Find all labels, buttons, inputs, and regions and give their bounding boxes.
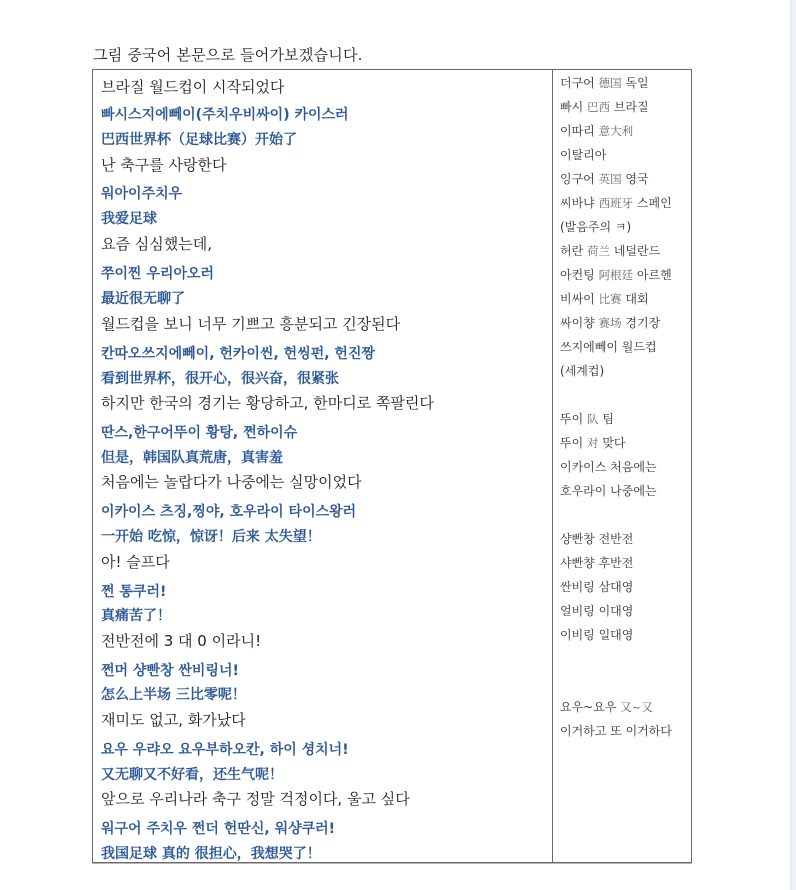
vocab-meaning: 영국: [621, 172, 649, 186]
vocab-item: [560, 434, 626, 451]
pronunciation-or-chinese-line: 이카이스 츠징,찡야, 호우라이 타이스왕러: [101, 504, 357, 520]
korean-sentence-line: 난 축구를 사랑한다: [101, 156, 227, 174]
pronunciation-or-chinese-line: 빠시스지에뻬이(주치우비싸이) 카이스러: [101, 107, 349, 123]
pronunciation-or-chinese-line: 워구어 주치우 쩐더 헌딴신, 워샹쿠러!: [101, 821, 336, 837]
vocab-pronunciation: 쓰지에뻬이 월드컵: [560, 340, 657, 354]
vocab-pronunciation: 허란: [560, 244, 587, 258]
lesson-table: [92, 69, 692, 863]
korean-sentence-line: 앞으로 우리나라 축구 정말 걱정이다, 울고 싶다: [101, 790, 410, 808]
vocab-chinese: 德国: [598, 76, 622, 90]
vocab-meaning: 경기장: [621, 316, 661, 330]
vocab-chinese: 巴西: [587, 100, 610, 114]
pronunciation-or-chinese-line: 一开始 吃惊，惊讶！后来 太失望！: [101, 529, 321, 545]
vocab-pronunciation: 이비링 일대영: [560, 628, 634, 642]
vocab-chinese: 阿根廷: [598, 268, 634, 282]
pronunciation-or-chinese-line: 我国足球 真的 很担心，我想哭了！: [101, 846, 321, 862]
vocab-item: [560, 626, 633, 643]
vocab-pronunciation: 잉구어: [560, 172, 599, 186]
vocab-chinese: 西班牙: [598, 196, 634, 210]
korean-sentence-line: 월드컵을 보니 너무 기쁘고 흥분되고 긴장된다: [101, 315, 401, 333]
vocab-pronunciation: 요우~요우: [560, 700, 621, 714]
vocab-item: [560, 482, 657, 499]
pronunciation-or-chinese-line: 쩐머 샹빤창 싼비링너!: [101, 663, 239, 679]
vocab-pronunciation: 이탈리아: [560, 148, 607, 162]
vocab-meaning: 맞다: [598, 436, 626, 450]
vocab-pronunciation: 비싸이: [560, 292, 599, 306]
vocab-item: [560, 122, 633, 139]
vocab-item: [560, 170, 649, 187]
korean-sentence-line: 브라질 월드컵이 시작되었다: [101, 78, 285, 96]
korean-sentence-line: 하지만 한국의 경기는 황당하고, 한마디로 쪽팔린다: [101, 394, 434, 412]
vocab-pronunciation: 얼비링 이대영: [560, 604, 634, 618]
vocab-item: [560, 314, 660, 331]
vocab-item: [560, 98, 649, 115]
pronunciation-or-chinese-line: 요우 우랴오 요우부하오칸, 하이 셩치너!: [101, 742, 349, 758]
pronunciation-or-chinese-line: 워아이주치우: [101, 186, 183, 202]
vocab-meaning: 독일: [621, 76, 649, 90]
vocab-item: [560, 458, 657, 475]
vocab-item: [560, 362, 604, 379]
vocab-pronunciation: 싸이챵: [560, 316, 599, 330]
vocab-item: [560, 722, 672, 739]
vocab-meaning: 스페인: [633, 196, 672, 210]
vocab-pronunciation: 더구어: [560, 76, 599, 90]
vocab-item: [560, 530, 633, 547]
vocab-chinese: 对: [587, 436, 599, 450]
pronunciation-or-chinese-line: 쩐 통쿠러!: [101, 584, 167, 600]
vocab-pronunciation: (발음주의 ㅋ): [560, 220, 632, 234]
vocab-chinese: 荷兰: [587, 244, 610, 258]
vocab-item: [560, 554, 633, 571]
korean-sentence-line: 전반전에 3 대 0 이라니!: [101, 632, 262, 650]
korean-sentence-line: 요즘 심심했는데,: [101, 235, 212, 253]
vocab-meaning: 대회: [621, 292, 649, 306]
pronunciation-or-chinese-line: 又无聊又不好看，还生气呢！: [101, 767, 283, 783]
vocab-item: [560, 578, 633, 595]
vocab-pronunciation: 샹빤창 전반전: [560, 532, 634, 546]
vocab-item: [560, 146, 606, 163]
vocab-item: [560, 698, 653, 715]
scrollbar[interactable]: [790, 0, 796, 890]
vocab-pronunciation: 이거하고 또 이거하다: [560, 724, 672, 738]
vocab-item: [560, 242, 660, 259]
vocab-meaning: 팀: [598, 412, 614, 426]
pronunciation-or-chinese-line: 但是，韩国队真荒唐，真害羞: [101, 450, 283, 466]
pronunciation-or-chinese-line: 我爱足球: [101, 211, 157, 227]
pronunciation-or-chinese-line: 最近很无聊了: [101, 291, 185, 307]
vocab-pronunciation: 빠시: [560, 100, 587, 114]
vocab-pronunciation: 이따리: [560, 124, 599, 138]
vocab-chinese: 英国: [598, 172, 622, 186]
pronunciation-or-chinese-line: 칸따오쓰지에뻬이, 헌카이씬, 헌씽펀, 헌진짱: [101, 346, 376, 362]
vocab-item: [560, 218, 631, 235]
korean-sentence-line: 처음에는 놀랍다가 나중에는 실망이었다: [101, 473, 362, 491]
vocab-item: [560, 194, 672, 211]
vocab-pronunciation: 샤빤챵 후반전: [560, 556, 634, 570]
vocab-item: [560, 290, 649, 307]
vocab-item: [560, 602, 633, 619]
vocab-chinese: 意大利: [598, 124, 634, 138]
intro-text: 그림 중국어 본문으로 들어가보겠습니다.: [93, 46, 363, 64]
vocab-chinese: 队: [587, 412, 599, 426]
pronunciation-or-chinese-line: 쭈이찐 우리아오러: [101, 266, 215, 282]
pronunciation-or-chinese-line: 看到世界杯，很开心，很兴奋，很紧张: [101, 371, 339, 387]
vocab-pronunciation: (세계컵): [560, 364, 605, 378]
vocab-pronunciation: 호우라이 나중에는: [560, 484, 657, 498]
vocab-pronunciation: 싼비링 삼대영: [560, 580, 634, 594]
vocab-item: [560, 338, 657, 355]
vocab-meaning: 아르헨: [633, 268, 672, 282]
pronunciation-or-chinese-line: 巴西世界杯（足球比赛）开始了: [101, 132, 297, 148]
pronunciation-or-chinese-line: 怎么上半场 三比零呢！: [101, 687, 246, 703]
vocab-pronunciation: 뚜이: [560, 412, 587, 426]
vocab-pronunciation: 이카이스 처음에는: [560, 460, 657, 474]
vocab-item: [560, 74, 649, 91]
vocab-item: [560, 266, 672, 283]
vocab-chinese: 比赛: [598, 292, 622, 306]
vocab-pronunciation: 씨바냐: [560, 196, 599, 210]
vocab-item: [560, 410, 614, 427]
vocab-chinese: 赛场: [598, 316, 622, 330]
pronunciation-or-chinese-line: 딴스,한구어뚜이 황탕, 쩐하이슈: [101, 425, 298, 441]
vocab-pronunciation: 아컨팅: [560, 268, 599, 282]
korean-sentence-line: 아! 슬프다: [101, 553, 170, 571]
vocab-pronunciation: 뚜이: [560, 436, 587, 450]
pronunciation-or-chinese-line: 真痛苦了！: [101, 608, 171, 624]
vocab-chinese: 又~又: [620, 700, 653, 714]
column-divider: [552, 70, 553, 862]
korean-sentence-line: 재미도 없고, 화가났다: [101, 711, 246, 729]
vocab-meaning: 브라질: [610, 100, 649, 114]
vocab-meaning: 네덜란드: [610, 244, 661, 258]
